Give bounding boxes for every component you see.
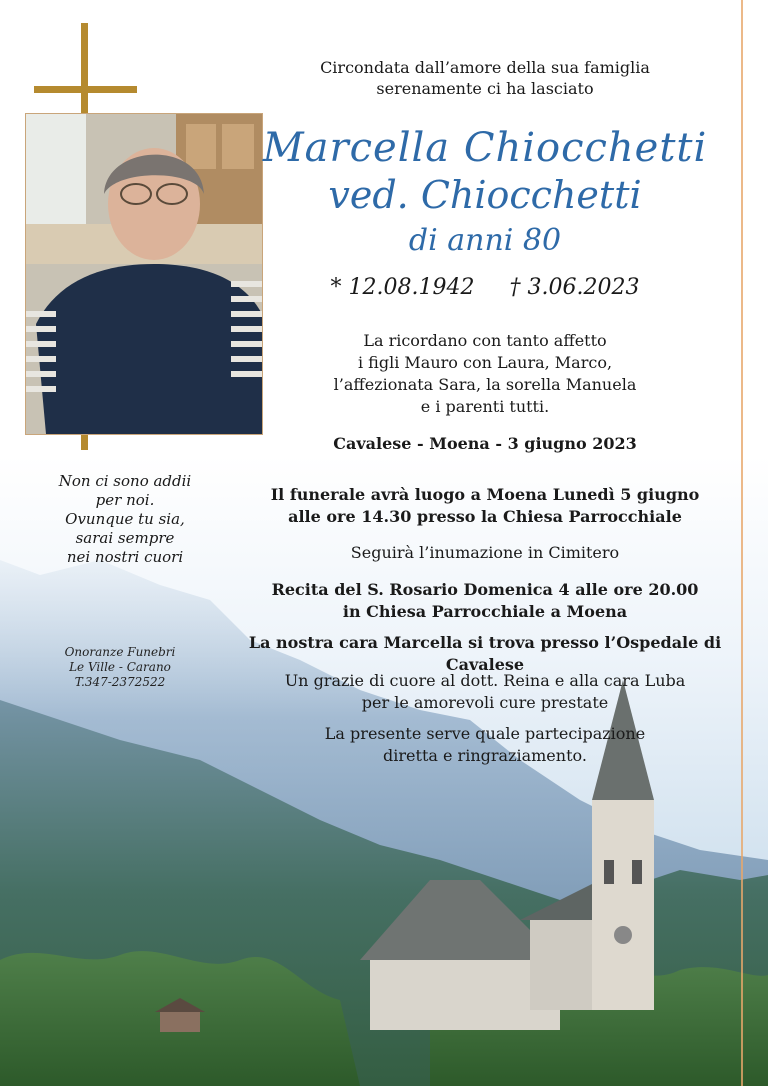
poem-line: sarai sempre: [75, 529, 175, 547]
thanks-text: [240, 670, 730, 714]
funeral-info: [240, 484, 730, 528]
closing-line: diretta e ringraziamento.: [383, 746, 587, 765]
mourners-line: i figli Mauro con Laura, Marco,: [357, 353, 613, 372]
poem-line: per noi.: [95, 491, 155, 509]
intro-text: [240, 57, 730, 99]
poem-line: Ovunque tu sia,: [65, 510, 185, 528]
funeral-line: alle ore 14.30 presso la Chiesa Parrocchiale: [288, 507, 682, 526]
funeral-line: Il funerale avrà luogo a Moena Lunedì 5 giugno: [270, 485, 700, 504]
mourners-line: l’affezionata Sara, la sorella Manuela: [333, 375, 637, 394]
agency-phone: T.347-2372522: [74, 675, 166, 689]
poem-line: Non ci sono addii: [58, 472, 192, 490]
mourners-line: La ricordano con tanto affetto: [363, 331, 607, 350]
rosary-line: Recita del S. Rosario Domenica 4 alle ore 20.00: [271, 580, 699, 599]
cross-icon-bar: [34, 86, 137, 93]
deceased-widow-of: ved. Chiocchetti: [328, 173, 642, 217]
thanks-line: Un grazie di cuore al dott. Reina e alla cara Luba: [284, 671, 686, 690]
hospital-info: La nostra cara Marcella si trova presso l’Ospedale di Cavalese: [248, 633, 722, 674]
portrait-photo: [25, 113, 263, 435]
rosary-line: in Chiesa Parrocchiale a Moena: [342, 602, 628, 621]
deceased-name: Marcella Chiocchetti: [262, 125, 708, 171]
death-date: † 3.06.2023: [509, 275, 640, 300]
agency-name: Onoranze Funebri: [64, 645, 176, 659]
right-border-line: [741, 0, 743, 1086]
cross-icon: [81, 23, 88, 113]
intro-line: serenamente ci ha lasciato: [376, 79, 594, 98]
rosary-info: [240, 579, 730, 623]
closing-text: [240, 723, 730, 767]
poem-line: nei nostri cuori: [66, 548, 184, 566]
thanks-line: per le amorevoli cure prestate: [361, 693, 609, 712]
birth-date: * 12.08.1942: [330, 275, 475, 300]
burial-info: Seguirà l’inumazione in Cimitero: [350, 543, 620, 562]
life-dates: [240, 274, 730, 302]
agency-location: Le Ville - Carano: [69, 660, 171, 674]
memorial-poem: [25, 472, 225, 567]
place-date: Cavalese - Moena - 3 giugno 2023: [333, 434, 637, 453]
closing-line: La presente serve quale partecipazione: [324, 724, 646, 743]
intro-line: Circondata dall’amore della sua famiglia: [320, 58, 650, 77]
mourners-list: [240, 330, 730, 418]
deceased-age: di anni 80: [408, 223, 562, 258]
funeral-agency: [40, 645, 200, 690]
mourners-line: e i parenti tutti.: [420, 397, 550, 416]
